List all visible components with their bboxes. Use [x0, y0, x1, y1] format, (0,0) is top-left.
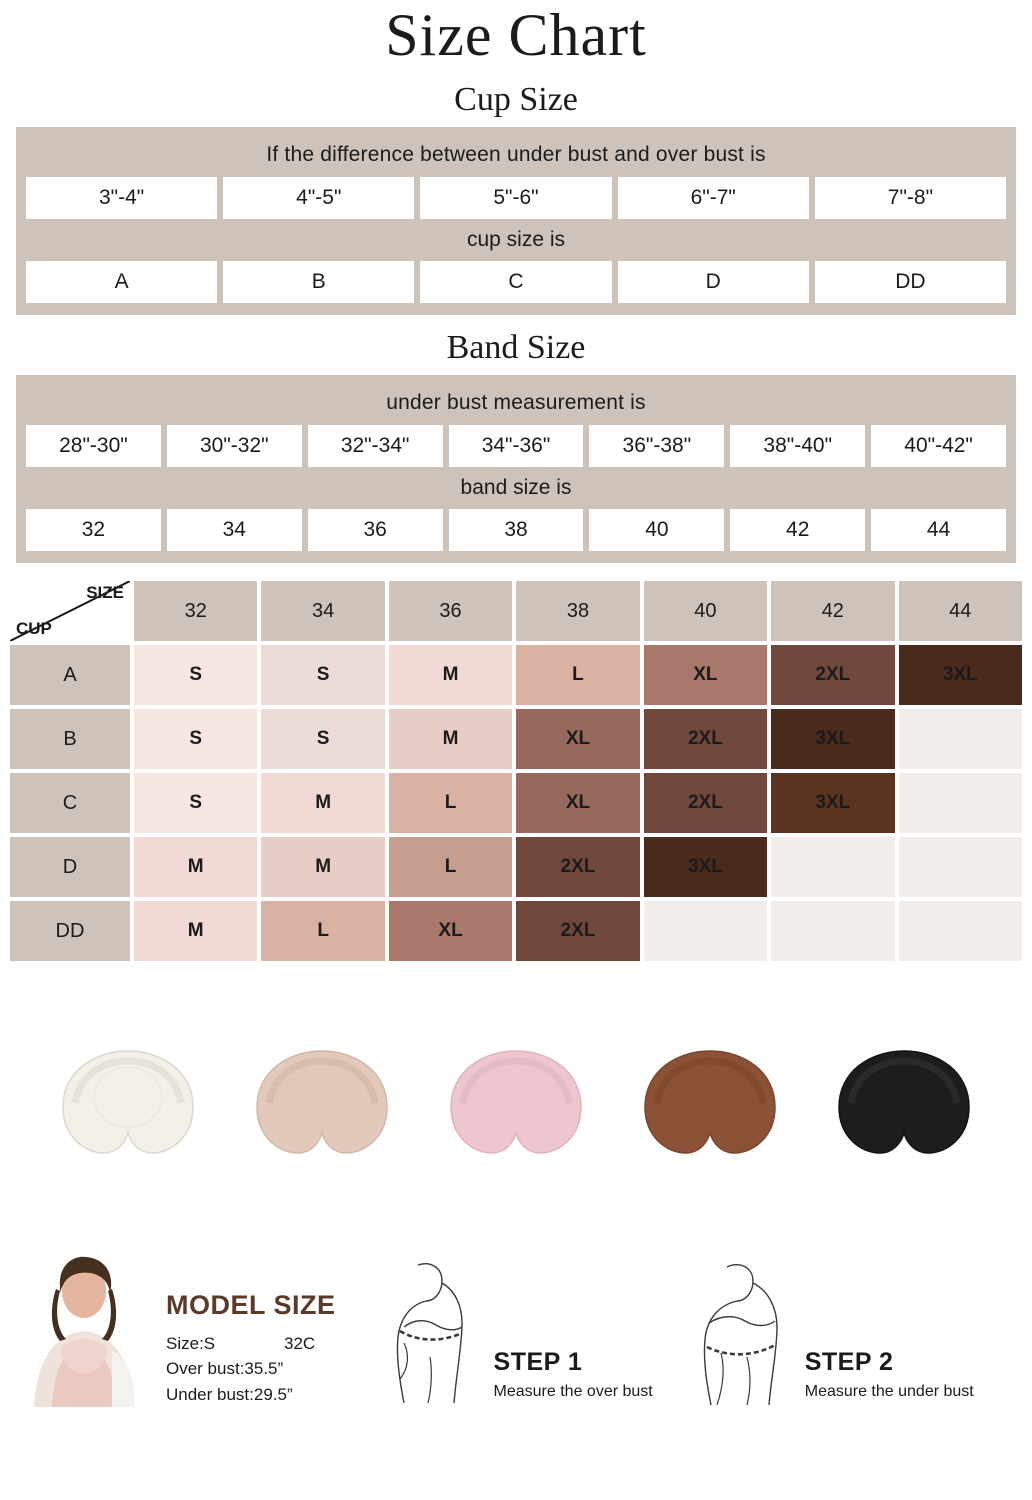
matrix-cell: M: [389, 645, 512, 705]
band-size-mid-caption: band size is: [460, 476, 572, 499]
band-value-cell: 32: [26, 509, 161, 551]
matrix-cell: [771, 901, 894, 961]
matrix-cell: 2XL: [771, 645, 894, 705]
matrix-cell: [899, 709, 1022, 769]
cup-range-cell: 4"-5": [223, 177, 414, 219]
band-value-cell: 42: [730, 509, 865, 551]
matrix-corner-size-label: SIZE: [86, 583, 124, 602]
cup-value-cell: DD: [815, 261, 1006, 303]
cup-value-cell: B: [223, 261, 414, 303]
band-value-cell: 36: [308, 509, 443, 551]
cup-range-cell: 7"-8": [815, 177, 1006, 219]
matrix-cell: 2XL: [644, 709, 767, 769]
band-range-cell: 28"-30": [26, 425, 161, 467]
band-value-row: [16, 509, 1016, 551]
size-matrix: [6, 577, 1026, 965]
cup-range-cell: 3"-4": [26, 177, 217, 219]
cup-value-cell: A: [26, 261, 217, 303]
cup-range-row: [16, 177, 1016, 219]
step-1-title: STEP 1: [493, 1348, 583, 1376]
table-row: [10, 645, 1022, 705]
product-gallery: [0, 1011, 1032, 1201]
matrix-cell: [899, 901, 1022, 961]
band-range-cell: 36"-38": [589, 425, 724, 467]
matrix-cell: 3XL: [899, 645, 1022, 705]
matrix-cell: S: [261, 645, 384, 705]
matrix-col-header: 40: [644, 581, 767, 641]
bra-icon: [229, 1011, 415, 1201]
cup-range-cell: 5"-6": [420, 177, 611, 219]
model-under-bust: Under bust:29.5”: [166, 1384, 293, 1404]
measure-under-bust-icon: [681, 1257, 799, 1407]
step-1-text: [494, 1348, 653, 1407]
cup-value-cell: D: [618, 261, 809, 303]
matrix-row-header: D: [10, 837, 130, 897]
step-1-sub: Measure the over bust: [493, 1383, 653, 1400]
matrix-cell: [644, 901, 767, 961]
matrix-col-header: 32: [134, 581, 257, 641]
matrix-header-row: [10, 581, 1022, 641]
matrix-cell: [771, 837, 894, 897]
matrix-cell: XL: [389, 901, 512, 961]
matrix-row-header: C: [10, 773, 130, 833]
model-size-cup: 32C: [284, 1333, 316, 1353]
bra-icon: [423, 1011, 609, 1201]
cup-size-heading: Cup Size: [454, 81, 578, 118]
cup-range-cell: 6"-7": [618, 177, 809, 219]
matrix-cell: S: [134, 645, 257, 705]
product-image-bra-black: [811, 1011, 997, 1201]
matrix-cell: [899, 837, 1022, 897]
cup-size-mid-caption: cup size is: [466, 228, 566, 251]
matrix-cell: M: [134, 901, 257, 961]
matrix-row-header: B: [10, 709, 130, 769]
matrix-cell: S: [134, 773, 257, 833]
matrix-corner-cup-label: CUP: [16, 619, 52, 638]
matrix-cell: XL: [644, 645, 767, 705]
step-2-text: [805, 1348, 974, 1407]
table-row: [10, 901, 1022, 961]
matrix-col-header: 38: [516, 581, 639, 641]
matrix-col-header: 36: [389, 581, 512, 641]
matrix-cell: 2XL: [516, 901, 639, 961]
band-range-row: [16, 425, 1016, 467]
matrix-row-header: A: [10, 645, 130, 705]
matrix-cell: 3XL: [771, 773, 894, 833]
matrix-cell: L: [389, 837, 512, 897]
cup-size-panel: [16, 127, 1016, 315]
bra-icon: [811, 1011, 997, 1201]
band-range-cell: 38"-40": [730, 425, 865, 467]
matrix-cell: 2XL: [644, 773, 767, 833]
band-value-cell: 44: [871, 509, 1006, 551]
model-photo: [24, 1247, 144, 1407]
band-size-panel: [16, 375, 1016, 563]
model-size-title: MODEL SIZE: [166, 1289, 336, 1320]
matrix-cell: 3XL: [771, 709, 894, 769]
product-image-bra-beige: [229, 1011, 415, 1201]
matrix-cell: L: [389, 773, 512, 833]
matrix-corner-cell: [10, 581, 130, 641]
table-row: [10, 709, 1022, 769]
step-2-title: STEP 2: [804, 1348, 894, 1376]
band-range-cell: 34"-36": [449, 425, 584, 467]
matrix-cell: M: [389, 709, 512, 769]
matrix-cell: L: [261, 901, 384, 961]
matrix-cell: M: [261, 773, 384, 833]
step-1-block: [370, 1257, 653, 1407]
step-2-block: [681, 1257, 974, 1407]
model-photo-icon: [24, 1247, 144, 1407]
product-image-bra-white: [35, 1011, 221, 1201]
matrix-col-header: 44: [899, 581, 1022, 641]
matrix-cell: S: [261, 709, 384, 769]
matrix-col-header: 34: [261, 581, 384, 641]
table-row: [10, 773, 1022, 833]
band-size-heading: Band Size: [446, 329, 586, 366]
band-value-cell: 38: [449, 509, 584, 551]
matrix-cell: XL: [516, 709, 639, 769]
product-image-bra-pink: [423, 1011, 609, 1201]
cup-value-row: [16, 261, 1016, 303]
model-size-label: Size:S: [166, 1333, 216, 1353]
model-size-block: [166, 1290, 336, 1408]
step-2-sub: Measure the under bust: [804, 1383, 974, 1400]
model-size-line: [166, 1331, 336, 1357]
band-range-cell: 30"-32": [167, 425, 302, 467]
matrix-cell: 2XL: [516, 837, 639, 897]
matrix-cell: [899, 773, 1022, 833]
matrix-cell: 3XL: [644, 837, 767, 897]
product-image-bra-brown: [617, 1011, 803, 1201]
model-over-bust: Over bust:35.5”: [166, 1359, 284, 1378]
matrix-row-header: DD: [10, 901, 130, 961]
matrix-col-header: 42: [771, 581, 894, 641]
band-range-cell: 40"-42": [871, 425, 1006, 467]
matrix-cell: XL: [516, 773, 639, 833]
matrix-cell: S: [134, 709, 257, 769]
measure-over-bust-icon: [370, 1257, 488, 1407]
bra-icon: [35, 1011, 221, 1201]
cup-value-cell: C: [420, 261, 611, 303]
bottom-info-row: [0, 1247, 1032, 1413]
band-size-caption: under bust measurement is: [386, 391, 646, 414]
band-range-cell: 32"-34": [308, 425, 443, 467]
band-value-cell: 40: [589, 509, 724, 551]
page-title: Size Chart: [385, 2, 647, 68]
bra-icon: [617, 1011, 803, 1201]
table-row: [10, 837, 1022, 897]
matrix-cell: L: [516, 645, 639, 705]
matrix-cell: M: [261, 837, 384, 897]
matrix-cell: M: [134, 837, 257, 897]
cup-size-caption: If the difference between under bust and over bust is: [266, 143, 766, 166]
band-value-cell: 34: [167, 509, 302, 551]
